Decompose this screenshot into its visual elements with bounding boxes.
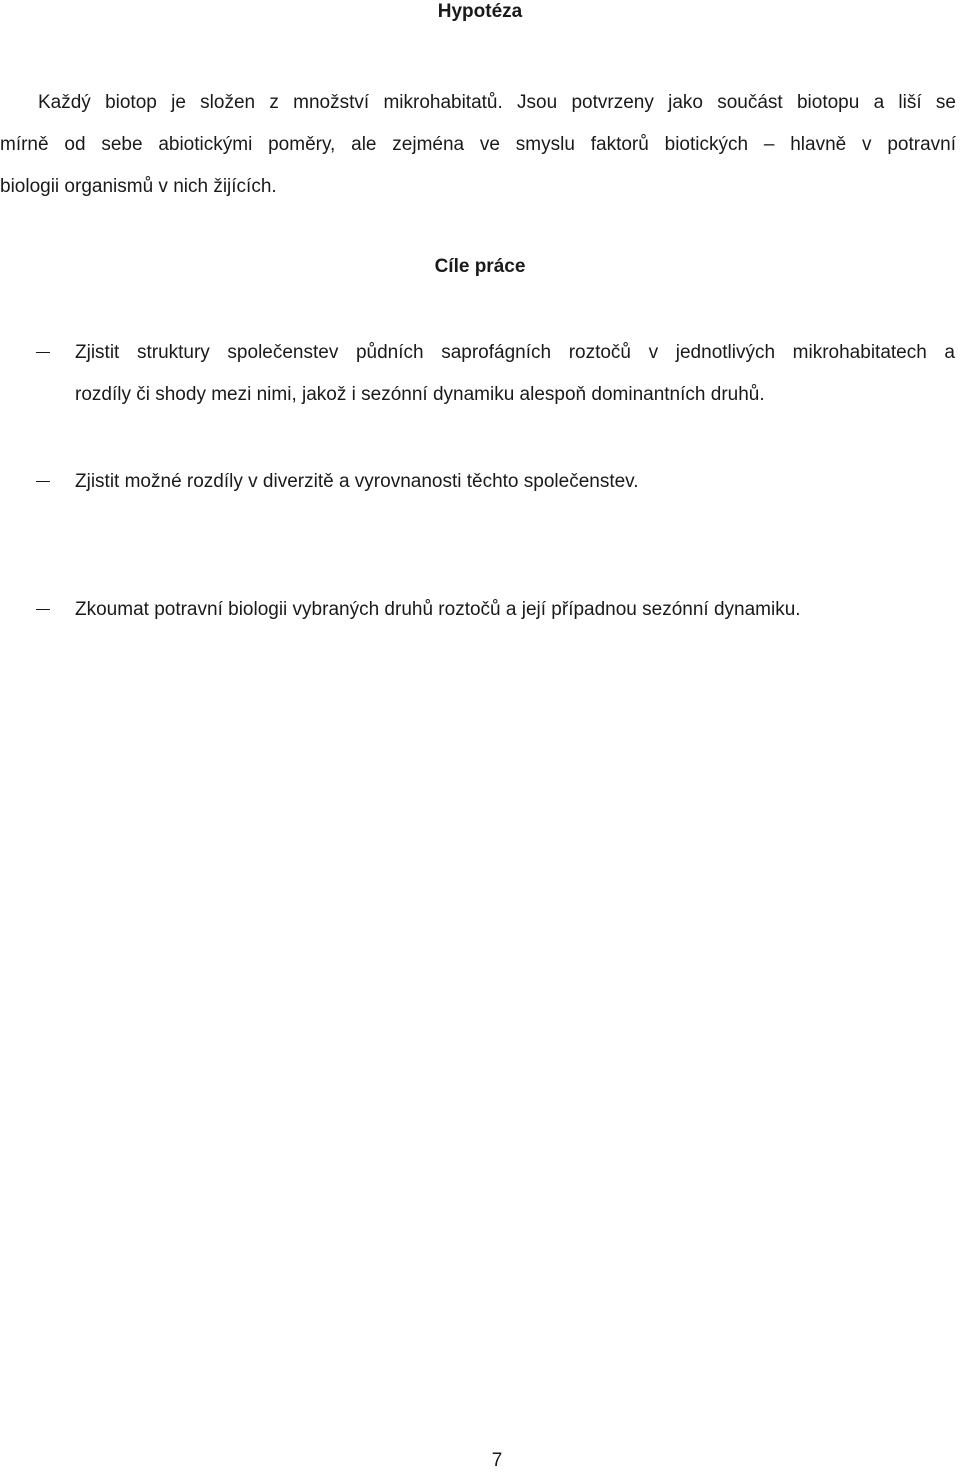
dash-bullet-icon: [36, 481, 50, 482]
goal-line: Zjistit struktury společenstev půdních saprofágních roztočů v jednotlivých mikrohabitatech a: [75, 342, 955, 363]
goal-text: [75, 589, 955, 631]
hypothesis-line: Každý biotop je složen z množství mikrohabitatů. Jsou potvrzeny jako součást biotopu a liší se: [38, 92, 956, 113]
hypothesis-paragraph: [0, 82, 956, 208]
goal-line: rozdíly či shody mezi nimi, jakož i sezónní dynamiku alespoň dominantních druhů.: [75, 384, 765, 405]
dash-bullet-icon: [36, 609, 50, 610]
hypothesis-line: biologii organismů v nich žijících.: [0, 176, 277, 197]
hypothesis-line: mírně od sebe abiotickými poměry, ale zejména ve smyslu faktorů biotických – hlavně v potravní: [0, 134, 956, 155]
goals-heading: Cíle práce: [434, 256, 526, 277]
dash-bullet-icon: [36, 352, 50, 353]
hypothesis-heading: Hypotéza: [437, 1, 523, 22]
goal-text: [75, 332, 955, 416]
goal-line: Zjistit možné rozdíly v diverzitě a vyrovnanosti těchto společenstev.: [75, 471, 639, 492]
page-number: 7: [491, 1450, 503, 1471]
goal-text: [75, 461, 955, 503]
goal-line: Zkoumat potravní biologii vybraných druhů roztočů a její případnou sezónní dynamiku.: [75, 599, 801, 620]
